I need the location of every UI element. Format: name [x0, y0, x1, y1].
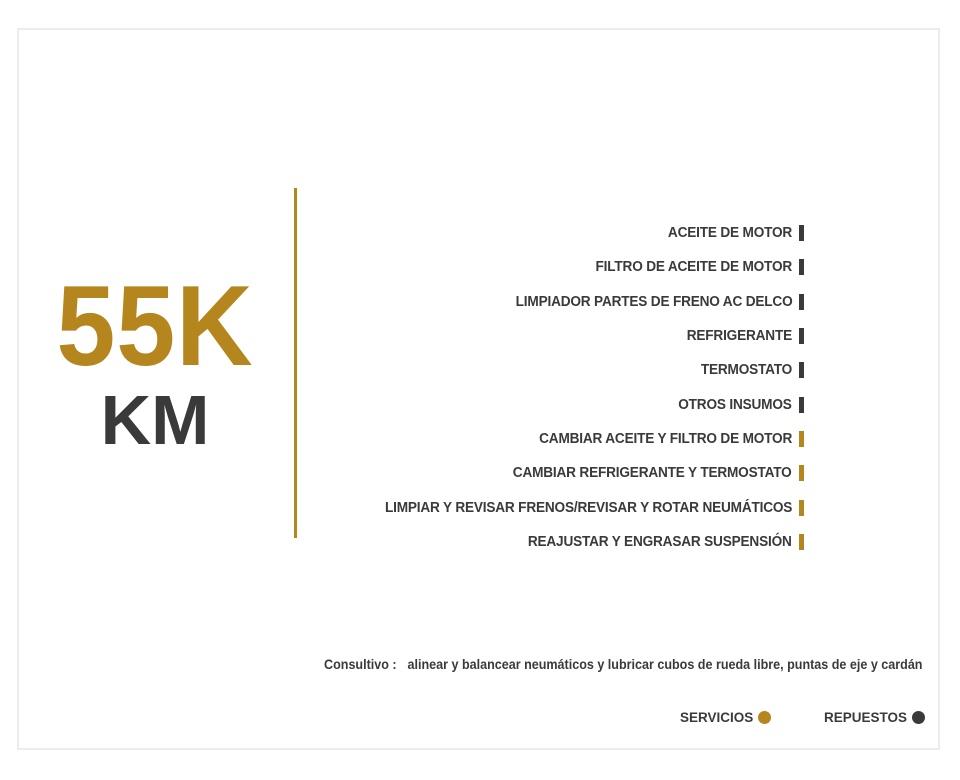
maintenance-item: [359, 353, 804, 387]
maintenance-item-label: CAMBIAR ACEITE Y FILTRO DE MOTOR: [539, 430, 792, 447]
maintenance-item-label: FILTRO DE ACEITE DE MOTOR: [595, 259, 792, 276]
legend-servicios: [680, 710, 771, 725]
maintenance-item: [359, 250, 804, 284]
legend-repuestos: [824, 710, 925, 725]
maintenance-item: [359, 525, 804, 559]
legend-servicios-label: SERVICIOS: [680, 710, 754, 725]
repuestos-marker-icon: [799, 225, 804, 241]
maintenance-item: [359, 319, 804, 353]
servicios-marker-icon: [799, 500, 804, 516]
maintenance-item-list: [359, 216, 804, 559]
mileage-unit: KM: [100, 381, 210, 459]
repuestos-marker-icon: [799, 362, 804, 378]
maintenance-item: [359, 456, 804, 490]
maintenance-item-label: TERMOSTATO: [700, 362, 792, 379]
maintenance-item: [359, 285, 804, 319]
maintenance-item-label: REAJUSTAR Y ENGRASAR SUSPENSIÓN: [528, 533, 792, 550]
legend-repuestos-label: REPUESTOS: [824, 710, 908, 725]
consultivo-label: Consultivo :: [323, 657, 397, 672]
maintenance-item-label: LIMPIAR Y REVISAR FRENOS/REVISAR Y ROTAR NEUMÁTICOS: [384, 499, 792, 516]
repuestos-marker-icon: [799, 397, 804, 413]
servicios-marker-icon: [799, 534, 804, 550]
maintenance-item: [359, 490, 804, 524]
servicios-marker-icon: [799, 465, 804, 481]
servicios-dot-icon: [758, 711, 771, 724]
repuestos-dot-icon: [912, 711, 925, 724]
repuestos-marker-icon: [799, 294, 804, 310]
repuestos-marker-icon: [799, 259, 804, 275]
servicios-marker-icon: [799, 431, 804, 447]
divider-line: [294, 188, 297, 538]
maintenance-item-label: REFRIGERANTE: [686, 328, 792, 345]
consultivo-note: [324, 657, 922, 672]
mileage-value: 55K: [56, 263, 254, 390]
maintenance-item-label: LIMPIADOR PARTES DE FRENO AC DELCO: [515, 293, 792, 310]
consultivo-text: alinear y balancear neumáticos y lubricar cubos de rueda libre, puntas de eje y cardán: [407, 657, 923, 672]
maintenance-item-label: ACEITE DE MOTOR: [667, 225, 792, 242]
maintenance-item: [359, 422, 804, 456]
maintenance-item: [359, 387, 804, 421]
maintenance-item-label: CAMBIAR REFRIGERANTE Y TERMOSTATO: [513, 465, 792, 482]
maintenance-item-label: OTROS INSUMOS: [678, 396, 792, 413]
maintenance-item: [359, 216, 804, 250]
repuestos-marker-icon: [799, 328, 804, 344]
